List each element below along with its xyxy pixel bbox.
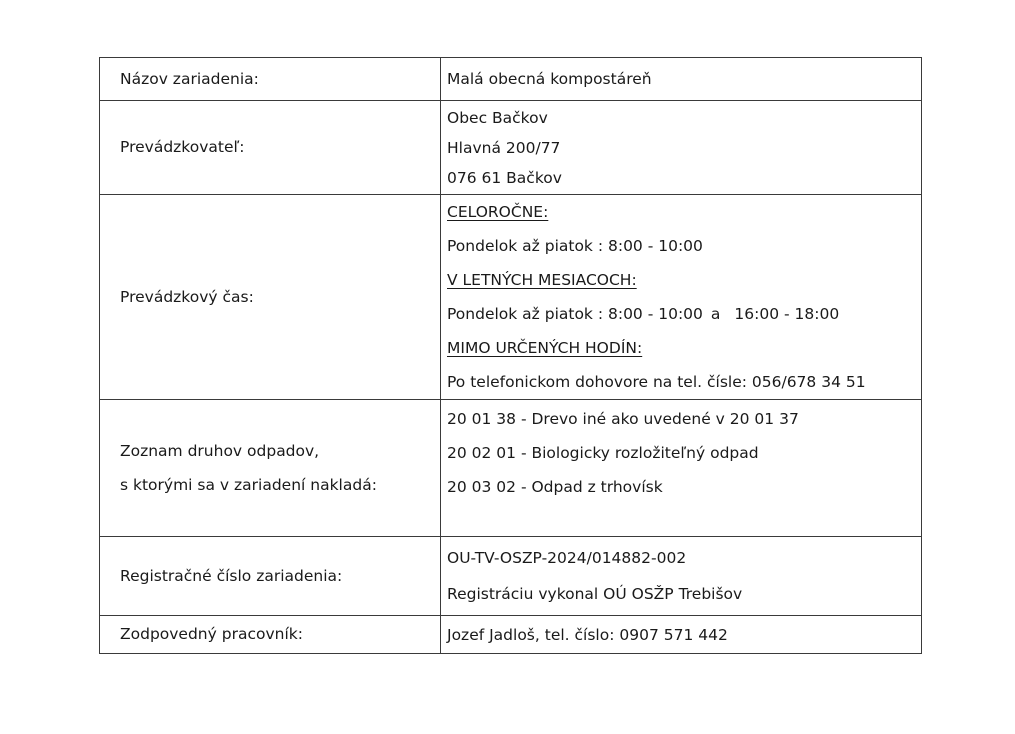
facility-name-label: Názov zariadenia:: [100, 58, 441, 101]
year-round-heading: CELOROČNE:: [447, 203, 549, 221]
registration-note: Registráciu vykonal OÚ OSŽP Trebišov: [447, 585, 743, 603]
summer-hours: [447, 297, 921, 331]
other-hours-heading: MIMO URČENÝCH HODÍN:: [447, 339, 643, 357]
registration-label: Registračné číslo zariadenia:: [100, 537, 441, 616]
facility-name-value: Malá obecná kompostáreň: [441, 58, 922, 101]
operator-name: Obec Bačkov: [447, 108, 548, 127]
operating-hours-label: Prevádzkový čas:: [100, 195, 441, 400]
responsible-person-value: Jozef Jadloš, tel. číslo: 0907 571 442: [441, 616, 922, 654]
operator-row: [100, 101, 922, 195]
waste-types-label-line2: s ktorými sa v zariadení nakladá:: [120, 476, 377, 494]
operator-value: [441, 101, 922, 195]
waste-item: 20 03 02 - Odpad z trhovísk: [447, 478, 663, 496]
responsible-person-label: Zodpovedný pracovník:: [100, 616, 441, 654]
other-hours-text: Po telefonickom dohovore na tel. čísle: 056/678 34 51: [447, 373, 866, 391]
year-round-hours: Pondelok až piatok : 8:00 - 10:00: [447, 237, 703, 255]
responsible-person-row: [100, 616, 922, 654]
operator-city: 076 61 Bačkov: [447, 168, 562, 187]
operating-hours-value: [441, 195, 922, 400]
waste-types-label-line1: Zoznam druhov odpadov,: [120, 442, 320, 460]
facility-name-row: [100, 58, 922, 101]
registration-value: [441, 537, 922, 616]
registration-number: OU-TV-OSZP-2024/014882-002: [447, 549, 687, 567]
waste-types-label: [100, 400, 441, 537]
operating-hours-row: [100, 195, 922, 400]
summer-heading: V LETNÝCH MESIACOCH:: [447, 271, 637, 289]
waste-item: 20 01 38 - Drevo iné ako uvedené v 20 01 37: [447, 410, 799, 428]
summer-hours-and: a: [710, 305, 721, 323]
operator-label: Prevádzkovateľ:: [100, 101, 441, 195]
waste-types-value: [441, 400, 922, 537]
summer-hours-afternoon: 16:00 - 18:00: [734, 305, 840, 323]
facility-info-table: [99, 57, 922, 654]
waste-item: 20 02 01 - Biologicky rozložiteľný odpad: [447, 444, 759, 462]
operator-street: Hlavná 200/77: [447, 138, 561, 157]
registration-row: [100, 537, 922, 616]
summer-hours-morning: Pondelok až piatok : 8:00 - 10:00: [447, 305, 703, 323]
waste-types-row: [100, 400, 922, 537]
